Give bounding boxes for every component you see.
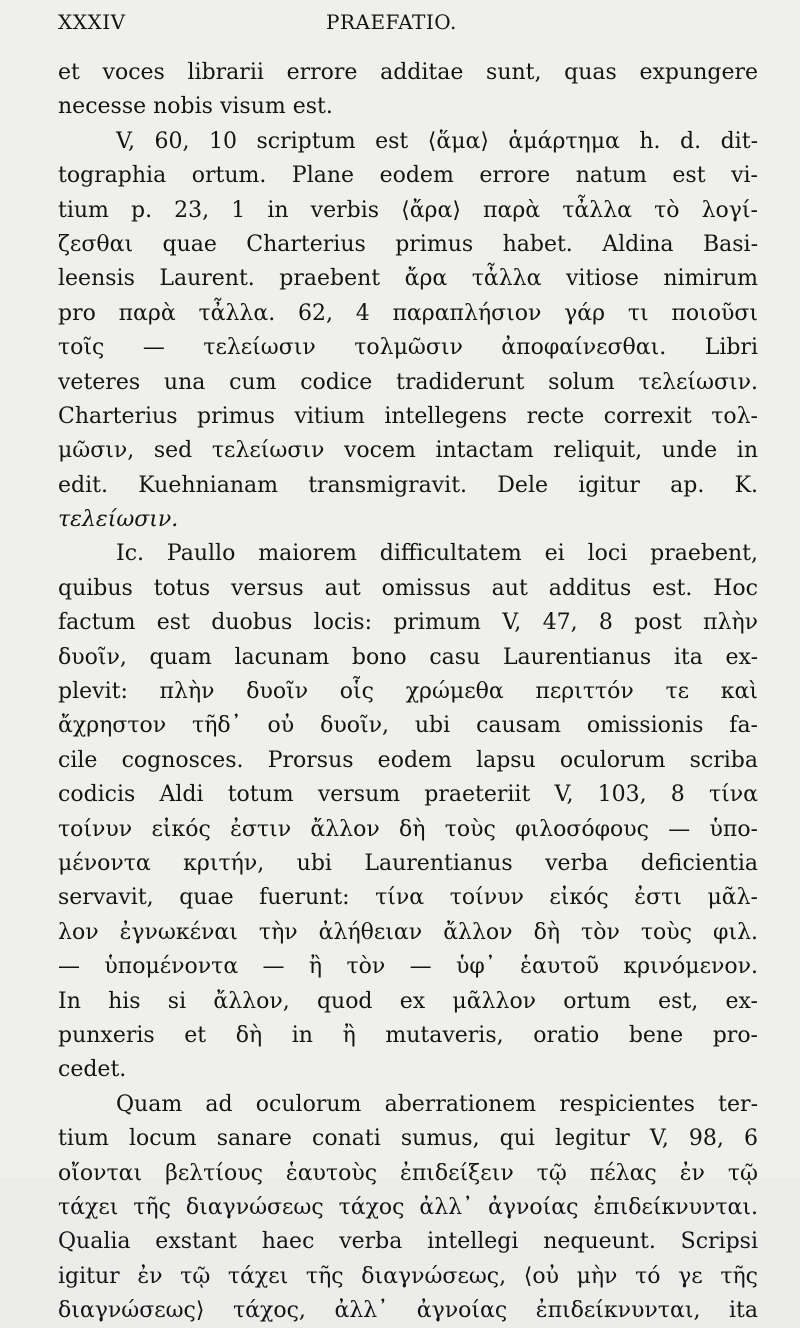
text-line: punxeris et δὴ in ἢ mutaveris, oratio bene pro- (58, 1022, 758, 1048)
body-text (58, 56, 758, 1328)
text-line: codicis Aldi totum versum praeteriit V, 103, 8 τίνα (58, 782, 758, 808)
text-line: Quam ad oculorum aberrationem respicientes ter- (116, 1091, 758, 1117)
text-line: τοίνυν εἰκός ἐστιν ἄλλον δὴ τοὺς φιλοσόφους — ὑπο- (58, 816, 758, 842)
running-title: PRAEFATIO. (326, 10, 457, 34)
page-number: XXXIV (58, 10, 126, 34)
text-line: cile cognosces. Prorsus eodem lapsu oculorum scriba (58, 747, 758, 773)
text-line: servavit, quae fuerunt: τίνα τοίνυν εἰκός ἐστι μᾶλ- (58, 885, 758, 911)
text-line: μῶσιν, sed τελείωσιν vocem intactam reliquit, unde in (58, 438, 758, 464)
text-line: factum est duobus locis: primum V, 47, 8 post πλὴν (58, 610, 758, 636)
text-line: igitur ἐν τῷ τάχει τῆς διαγνώσεως, ⟨οὐ μὴν τό γε τῆς (58, 1263, 758, 1289)
text-line: — ὑπομένοντα — ἢ τὸν — ὑφ᾿ ἑαυτοῦ κρινόμενον. (58, 954, 758, 980)
text-line: V, 60, 10 scriptum est ⟨ἅμα⟩ ἁμάρτημα h. d. dit- (116, 128, 758, 154)
running-head (58, 10, 758, 40)
text-line: leensis Laurent. praebent ἄρα τἆλλα vitiose nimirum (58, 266, 758, 292)
text-line: μένοντα κριτήν, ubi Laurentianus verba deficientia (58, 850, 758, 876)
text-line: τελείωσιν. (58, 507, 179, 533)
text-line: In his si ἄλλον, quod ex μᾶλλον ortum est, ex- (58, 988, 758, 1014)
text-line: ἄχρηστον τῆδ᾿ οὐ δυοῖν, ubi causam omissionis fa- (58, 713, 758, 739)
text-line: quibus totus versus aut omissus aut additus est. Hoc (58, 575, 758, 601)
text-line: veteres una cum codice tradiderunt solum τελείωσιν. (58, 369, 758, 395)
text-line: tium p. 23, 1 in verbis ⟨ἄρα⟩ παρὰ τἆλλα τὸ λογί- (58, 197, 758, 223)
text-line: δυοῖν, quam lacunam bono casu Laurentianus ita ex- (58, 644, 758, 670)
text-line: pro παρὰ τἆλλα. 62, 4 παραπλήσιον γάρ τι ποιοῦσι (58, 300, 758, 326)
text-line: Ic. Paullo maiorem difficultatem ei loci praebent, (116, 541, 758, 567)
text-line: διαγνώσεως⟩ τάχος, ἀλλ᾿ ἀγνοίας ἐπιδείκνυνται, ita (58, 1298, 758, 1324)
text-line: cedet. (58, 1057, 127, 1083)
text-line: Qualia exstant haec verba intellegi nequeunt. Scripsi (58, 1229, 758, 1255)
text-line: tographia ortum. Plane eodem errore natum est vi- (58, 163, 758, 189)
text-line: necesse nobis visum est. (58, 94, 333, 120)
text-line: λον ἐγνωκέναι τὴν ἀλήθειαν ἄλλον δὴ τὸν τοὺς φιλ. (58, 919, 758, 945)
text-line: edit. Kuehnianam transmigravit. Dele igitur ap. K. (58, 472, 758, 498)
text-line: plevit: πλὴν δυοῖν οἷς χρώμεθα περιττόν τε καὶ (58, 679, 758, 705)
text-line: tium locum sanare conati sumus, qui legitur V, 98, 6 (58, 1126, 758, 1152)
text-line: τοῖς — τελείωσιν τολμῶσιν ἀποφαίνεσθαι. Libri (58, 335, 758, 361)
text-line: et voces librarii errore additae sunt, quas expungere (58, 60, 758, 85)
text-line: Charterius primus vitium intellegens recte correxit τολ- (58, 403, 758, 429)
text-line: ζεσθαι quae Charterius primus habet. Aldina Basi- (58, 231, 758, 257)
text-line: τάχει τῆς διαγνώσεως τάχος ἀλλ᾿ ἀγνοίας ἐπιδείκνυνται. (58, 1194, 758, 1220)
text-line: οἴονται βελτίους ἑαυτοὺς ἐπιδείξειν τῷ πέλας ἐν τῷ (58, 1160, 758, 1186)
